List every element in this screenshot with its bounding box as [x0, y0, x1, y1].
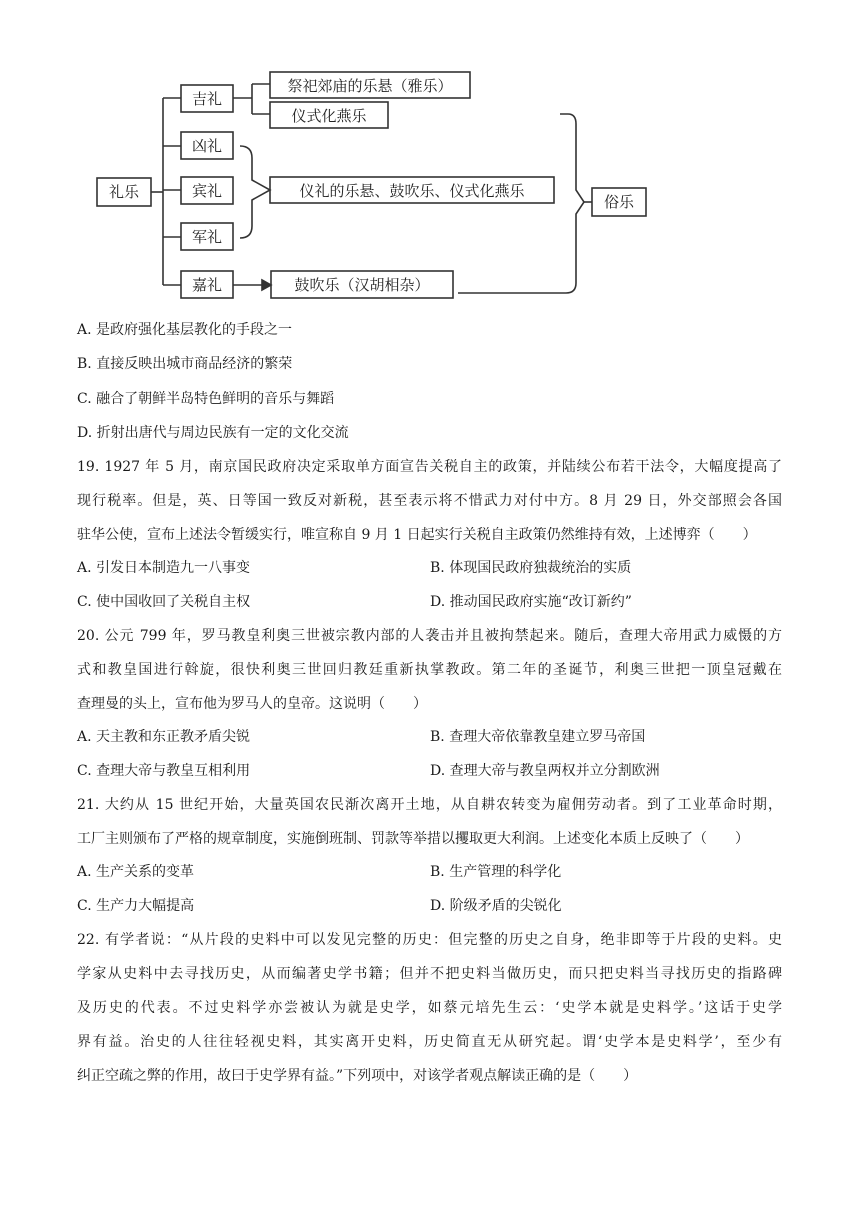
q18-option-a: A. 是政府强化基层教化的手段之一	[77, 322, 293, 338]
jia-item: 鼓吹乐（汉胡相杂）	[294, 276, 430, 294]
rite-label-bin: 宾礼	[191, 182, 223, 200]
q22-text-line-3: 及历史的代表。不过史料学亦尝被认为就是史学，如蔡元培先生云：‘史学本就是史料学。’这话于史学	[77, 1000, 782, 1016]
q21-option-d: D. 阶级矛盾的尖锐化	[430, 898, 562, 914]
q21-option-c: C. 生产力大幅提高	[77, 898, 195, 914]
q22-text-line-4: 界有益。治史的人往往轻视史料，其实离开史料，历史简直无从研究起。谓‘史学本是史料学’，至少有	[77, 1034, 782, 1050]
q19-option-c: C. 使中国收回了关税自主权	[77, 594, 251, 610]
q20-option-a: A. 天主教和东正教矛盾尖锐	[77, 729, 251, 745]
middle-item: 仪礼的乐悬、鼓吹乐、仪式化燕乐	[299, 182, 525, 200]
root-label: 礼乐	[108, 183, 140, 201]
ji-item-1: 祭祀郊庙的乐悬（雅乐）	[287, 77, 453, 95]
q22-text-line-5: 纠正空疏之弊的作用，故曰于史学界有益。”下列项中，对该学者观点解读正确的是（ ）	[77, 1068, 638, 1084]
q21-option-a: A. 生产关系的变革	[77, 864, 195, 880]
q21-option-b: B. 生产管理的科学化	[430, 864, 562, 880]
rite-label-ji: 吉礼	[191, 90, 223, 108]
q18-option-c: C. 融合了朝鲜半岛特色鲜明的音乐与舞蹈	[77, 391, 335, 407]
q21-text-line-1: 21. 大约从 15 世纪开始，大量英国农民渐次离开土地，从自耕农转变为雇佣劳动者。到了工业革命时期，	[77, 797, 782, 813]
rite-label-jun: 军礼	[191, 228, 223, 246]
q18-option-b: B. 直接反映出城市商品经济的繁荣	[77, 356, 293, 372]
q18-option-d: D. 折射出唐代与周边民族有一定的文化交流	[77, 425, 349, 441]
right-label: 俗乐	[603, 193, 635, 211]
q19-option-b: B. 体现国民政府独裁统治的实质	[430, 560, 632, 576]
rites-music-diagram	[0, 0, 860, 305]
q19-option-d: D. 推动国民政府实施“改订新约”	[430, 594, 632, 610]
q19-option-a: A. 引发日本制造九一八事变	[77, 560, 251, 576]
q21-text-line-2: 工厂主则颁布了严格的规章制度，实施倒班制、罚款等举措以攫取更大利润。上述变化本质上反映了（ ）	[77, 831, 749, 847]
q22-text-line-1: 22. 有学者说：“从片段的史料中可以发见完整的历史：但完整的历史之自身，绝非即等于片段的史料。史	[77, 932, 782, 948]
q19-text-line-2: 现行税率。但是，英、日等国一致反对新税，甚至表示将不惜武力对付中方。8 月 29 日，外交部照会各国	[77, 493, 782, 509]
q20-text-line-2: 式和教皇国进行斡旋，很快利奥三世回归教廷重新执掌教政。第二年的圣诞节，利奥三世把一顶皇冠戴在	[77, 662, 782, 678]
rite-label-xiong: 凶礼	[191, 137, 223, 155]
q20-text-line-3: 查理曼的头上，宣布他为罗马人的皇帝。这说明（ ）	[77, 696, 427, 712]
q20-text-line-1: 20. 公元 799 年，罗马教皇利奥三世被宗教内部的人袭击并且被拘禁起来。随后，查理大帝用武力威慑的方	[77, 628, 782, 644]
q22-text-line-2: 学家从史料中去寻找历史，从而编著史学书籍；但并不把史料当做历史，而只把史料当寻找历史的指路碑	[77, 966, 782, 982]
ji-item-2: 仪式化燕乐	[291, 107, 367, 125]
q20-option-c: C. 查理大帝与教皇互相利用	[77, 763, 251, 779]
q20-option-b: B. 查理大帝依靠教皇建立罗马帝国	[430, 729, 646, 745]
q19-text-line-1: 19. 1927 年 5 月，南京国民政府决定采取单方面宣告关税自主的政策，并陆续公布若干法令，大幅度提高了	[77, 459, 782, 475]
q19-text-line-3: 驻华公使，宣布上述法令暂缓实行，唯宣称自 9 月 1 日起实行关税自主政策仍然维持有效，上述博弈（ ）	[77, 527, 757, 543]
q20-option-d: D. 查理大帝与教皇两权并立分割欧洲	[430, 763, 660, 779]
rite-label-jia: 嘉礼	[191, 276, 223, 294]
